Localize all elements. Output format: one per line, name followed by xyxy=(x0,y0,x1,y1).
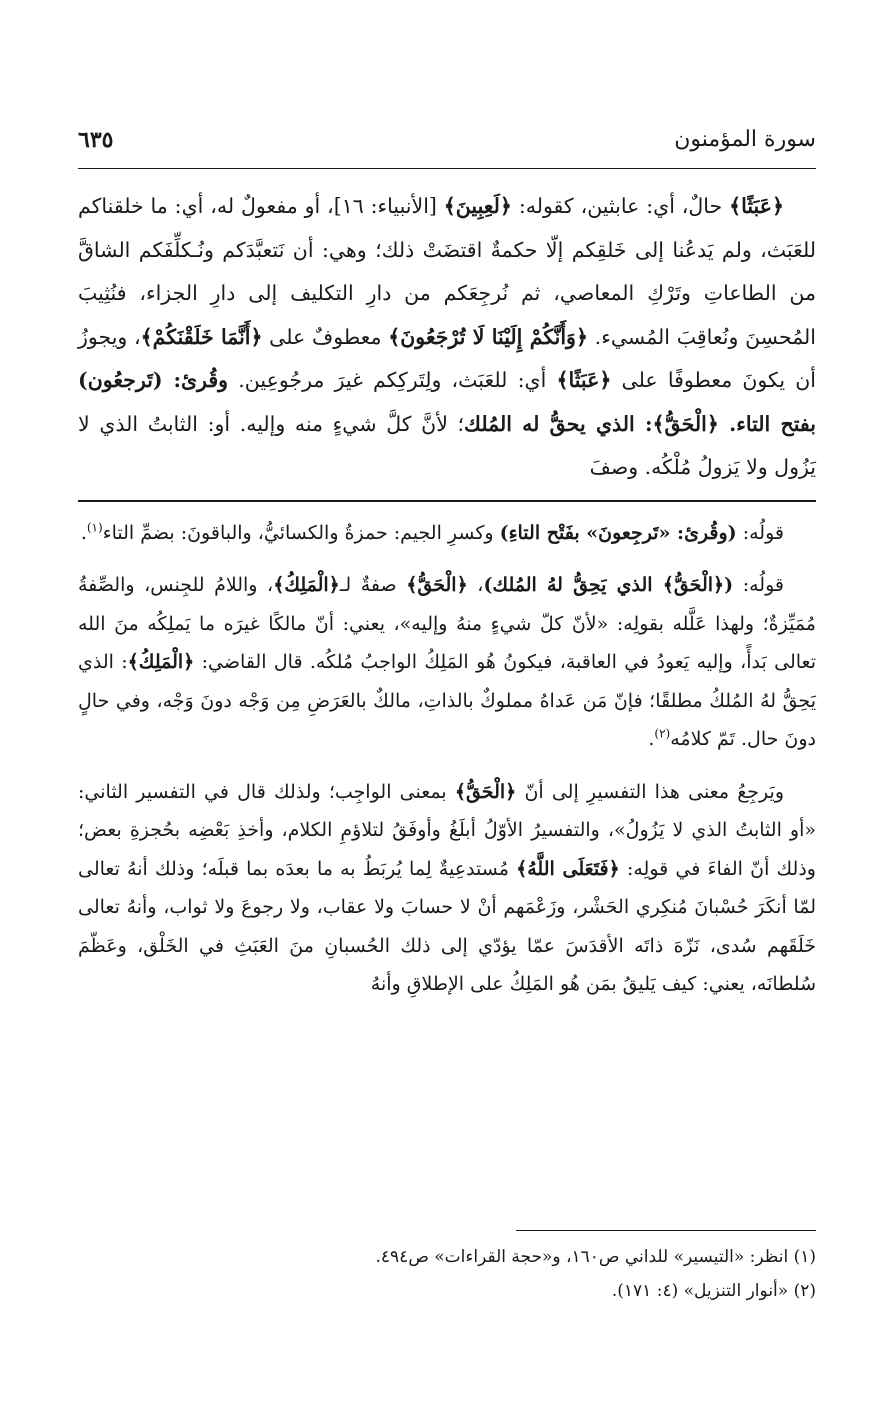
text-run: . xyxy=(80,521,87,544)
bold-gloss: : الذي يحقُّ له المُلك xyxy=(464,411,653,436)
commentary-paragraph xyxy=(78,514,816,553)
quran-quote: ﴿الْمَلِكُ﴾ xyxy=(273,574,340,596)
reading-variant: وقُرئ: (تَرجعُون) بفتح التاء. xyxy=(78,368,816,436)
text-run: معطوفٌ على xyxy=(262,324,389,349)
text-run: . xyxy=(648,728,655,750)
quran-quote: ﴿الْحَقُّ﴾ xyxy=(652,411,719,436)
text-run: ؛ لأنَّ كلَّ شيءٍ منه وإليه. أو: الثابتُ الذي لا يَزُول ولا يَزولُ مُلْكُه. وصفَ xyxy=(78,411,816,479)
quran-quote: ﴿الْمَلِكُ﴾ xyxy=(127,651,195,673)
text-run: بمعنى الواجِب؛ ولذلك قال في التفسير الثاني: «أو الثابتُ الذي لا يَزُولُ»، والتفسيرُ الأوّلُ أبلَغُ وأوفَقُ لتلاؤمِ الكلام، وأخذِ بَعْضِه بحُجزةِ بعض؛ وذلك أنّ الفاءَ في قولِه: xyxy=(78,780,816,880)
page-number: ٦٣٥ xyxy=(78,127,114,153)
footnotes xyxy=(78,1240,816,1308)
main-text xyxy=(78,185,816,490)
footnote-divider xyxy=(516,1230,816,1231)
running-header xyxy=(78,122,816,169)
text-run: قولُه: xyxy=(736,521,784,544)
text-run: ، ويجوزُ أن يكونَ معطوفًا على xyxy=(78,324,816,392)
text-run: قولُه: xyxy=(733,574,784,596)
text-run: حالٌ، أي: عابثين، كقوله: xyxy=(511,194,730,218)
footnote-1: (١) انظر: «التيسير» للداني ص١٦٠، و«حجة القراءات» ص٤٩٤. xyxy=(375,1247,816,1267)
quran-quote: ﴿فَتَعَلَى اللَّهُ﴾ xyxy=(516,857,620,880)
text-run: صفةٌ لـ xyxy=(339,574,407,596)
text-run: مُستدعِيةٌ لِما يُربَطُ به ما بعدَه بما قبلَه؛ وذلك أنهُ تعالى لمّا أنكَرَ حُسْبانَ مُنكِري الحَشْر، وزَعْمَهم أنْ لا حسابَ ولا عقاب، ولا رجوعَ ولا ثواب، وأنهُ تعالى خَلَقَهم سُدى، نَزّهَ ذاتَه الأقدَسَ عمّا يؤدّي إلى ذلك الحُسبانِ منَ العَبَثِ في الخَلْق، وعَظّمَ سُلطانَه، يعني: كيف يَليقُ بمَن هُو المَلِكُ على الإطلاقِ وأنهُ xyxy=(78,857,816,995)
quran-quote: ﴿أَنَّمَا خَلَقْنَكُمْ﴾ xyxy=(140,324,263,349)
text-run: [الأنبياء: ١٦]، أو مفعولٌ له، أي: ما خلقناكم للعَبَث، ولم يَدعُنا إلى خَلقِكم إلّا حكمةٌ اقتضَتْ ذلك؛ وهي: أن نَتعبَّدَكم ونُـكلِّفَكم الشاقَّ من الطاعاتِ وتَرْكِ المعاصي، ثم نُرجِعَكم من دارِ التكليف إلى دارِ الجزاء، فنُثِيبَ المُحسِنَ ونُعاقِبَ المُسيء. xyxy=(78,194,816,349)
text-run: وكسرِ الجيم: حمزةُ والكسائيُّ، والباقونَ: بضمِّ التاء xyxy=(102,521,500,544)
text-run: ، واللامُ للجِنس، والصِّفةُ مُمَيِّزةٌ؛ ولهذا عَلَّله بقولِه: «لأنّ كلّ شيءٍ منهُ وإليه»، يعني: أنّ مالكًا غيرَه ما يَملِكُه منَ الله تعالى بَدأً، وإليه يَعودُ في العاقبة، فيكونُ هُو المَلِكُ الواجبُ مُلكُه. قال القاضي: xyxy=(78,574,816,673)
quran-quote: ﴿الْحَقُّ﴾ xyxy=(406,574,468,596)
commentary-paragraph xyxy=(78,773,816,1004)
footnote-2: (٢) «أنوار التنزيل» (٤: ١٧١). xyxy=(611,1281,816,1301)
text-run: أي: للعَبَث، ولِتَركِكم غيرَ مرجُوعِين. xyxy=(228,368,557,392)
quran-quote: ﴿الْحَقُّ﴾ xyxy=(454,780,517,803)
text-run: : الذي يَحِقُّ لهُ المُلكُ مطلقًا؛ فإنّ مَن عَداهُ مملوكٌ بالذاتِ، مالكٌ بالعَرَضِ مِن وَجْه دونَ وَجْه، وفي حالٍ دونَ حال. تَمّ كلامُه xyxy=(78,651,816,750)
quran-quote: ﴿لَعِبِينَ﴾ xyxy=(443,194,512,218)
text-run: ويَرجِعُ معنى هذا التفسيرِ إلى أنّ xyxy=(516,780,784,803)
quran-quote: ﴿عَبَثًا﴾ xyxy=(556,368,612,392)
lemma: (﴿الْحَقُّ﴾ الذي يَحِقُّ لهُ المُلك) xyxy=(483,574,734,596)
commentary-paragraph xyxy=(78,566,816,759)
footnote-ref: (٢) xyxy=(654,726,671,741)
commentary xyxy=(78,514,816,1004)
section-divider xyxy=(78,500,816,502)
quran-quote: ﴿عَبَثًا﴾ xyxy=(729,194,784,218)
footnote-ref: (١) xyxy=(86,520,103,535)
lemma: (وقُرئ: «تَرجِعونَ» بفَتْح التاءِ) xyxy=(499,521,737,544)
text-run: ، xyxy=(467,574,484,596)
quran-quote: ﴿وَأَنَّكُمْ إِلَيْنَا لَا تُرْجَعُونَ﴾ xyxy=(388,324,588,349)
surah-name: سورة المؤمنون xyxy=(674,127,816,152)
page xyxy=(78,122,816,1301)
